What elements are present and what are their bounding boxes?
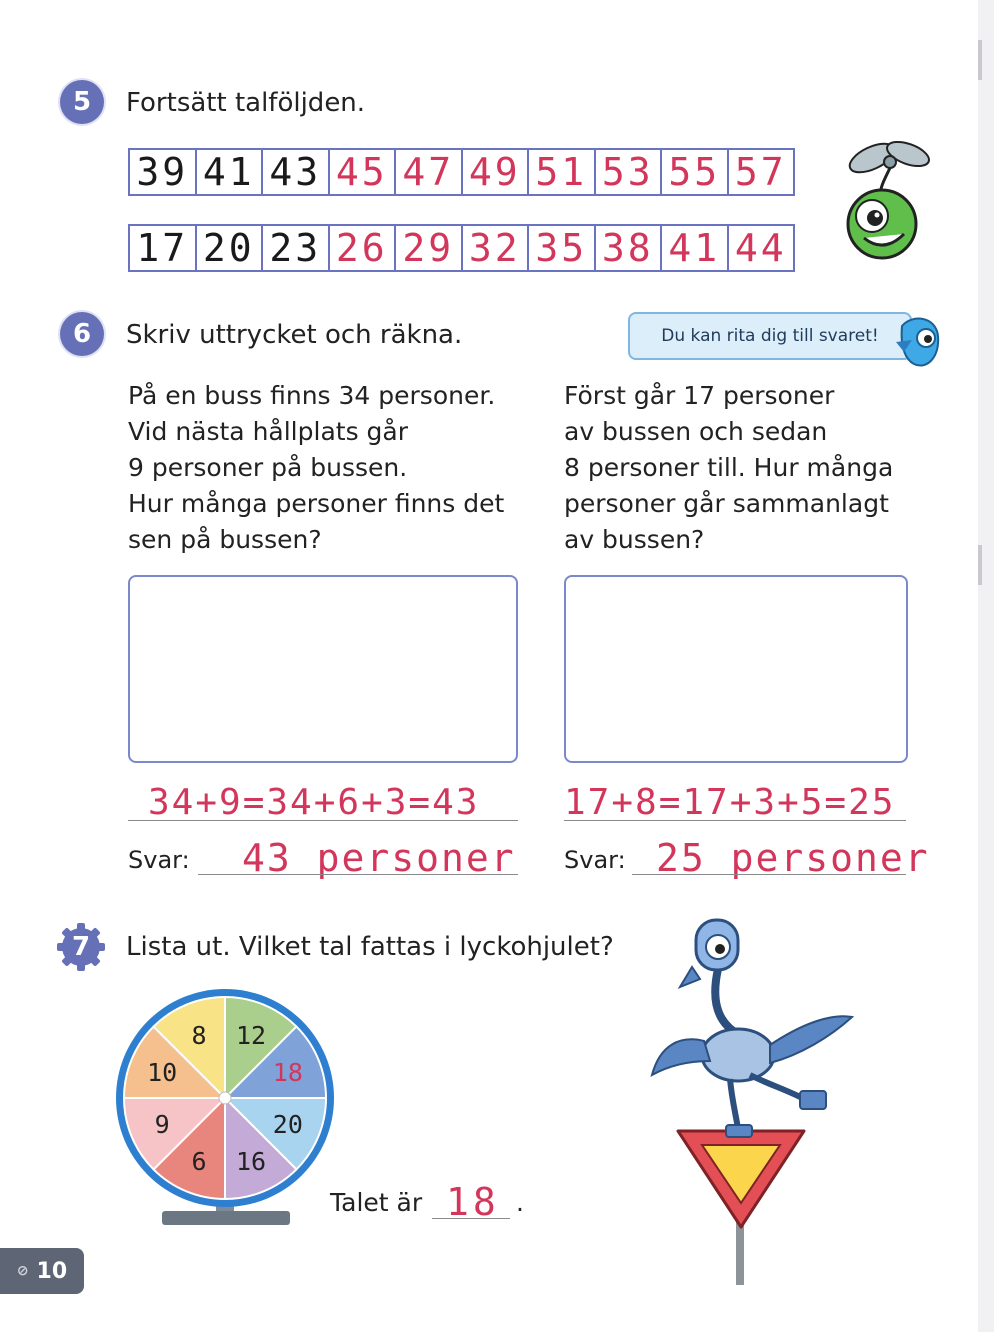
sequence-answer-cell[interactable]: 35 <box>529 226 596 270</box>
sequence-given-cell: 17 <box>130 226 197 270</box>
talet-prefix: Talet är <box>330 1188 423 1217</box>
page-mark-icon: ⊘ <box>16 1263 29 1279</box>
wheel-label: 6 <box>191 1146 207 1176</box>
exercise-7-badge: 7 <box>56 922 106 972</box>
sequence-given-cell: 23 <box>263 226 330 270</box>
sequence-answer-cell[interactable]: 57 <box>734 150 787 194</box>
page-edge <box>978 0 994 1332</box>
page-number: 10 <box>36 1258 68 1284</box>
sequence-answer-cell[interactable]: 32 <box>463 226 530 270</box>
wheel-stand <box>162 1211 290 1225</box>
wheel-label: 16 <box>235 1146 267 1176</box>
sequence-answer-cell[interactable]: 29 <box>396 226 463 270</box>
wheel-label: 10 <box>147 1057 178 1087</box>
sequence-answer-cell[interactable]: 53 <box>596 150 663 194</box>
sequence-answer-cell[interactable]: 47 <box>396 150 463 194</box>
exercise-6-title: Skriv uttrycket och räkna. <box>126 320 463 350</box>
answer-line-2 <box>632 874 906 875</box>
sequence-answer-cell[interactable]: 26 <box>330 226 397 270</box>
calculation-line-2 <box>564 820 906 821</box>
sequence-answer-cell[interactable]: 55 <box>662 150 729 194</box>
sequence-given-cell: 20 <box>197 226 264 270</box>
sequence-given-cell: 41 <box>197 150 264 194</box>
sequence-given-cell: 39 <box>130 150 197 194</box>
sequence-answer-cell[interactable]: 41 <box>662 226 729 270</box>
wheel-label: 9 <box>154 1110 170 1140</box>
sequence-answer-cell[interactable]: 49 <box>463 150 530 194</box>
sequence-row-2 <box>128 224 795 272</box>
story-problem-2: Först går 17 personer av bussen och sedan 8 personer till. Hur många personer går sammanlagt av bussen? <box>564 381 894 554</box>
fortune-wheel <box>110 985 340 1235</box>
calculation-answer-1[interactable]: 34+9=34+6+3=43 <box>148 782 480 823</box>
answer-label-1: Svar: <box>128 846 190 874</box>
answer-text-2[interactable]: 25 personer <box>656 836 930 880</box>
answer-line-1 <box>198 874 518 875</box>
exercise-7-title: Lista ut. Vilket tal fattas i lyckohjulet? <box>126 932 614 962</box>
robot-on-yield-sign-illustration <box>640 905 870 1290</box>
sequence-answer-cell[interactable]: 45 <box>330 150 397 194</box>
blue-bird-hint-icon <box>892 312 944 374</box>
talet-answer[interactable]: 18 <box>446 1180 500 1224</box>
story-problem-1: På en buss finns 34 personer. Vid nästa hållplats går 9 personer på bussen. Hur många personer finns det sen på bussen? <box>128 381 505 554</box>
page-number-tab <box>0 1248 84 1294</box>
hint-speech-bubble: Du kan rita dig till svaret! <box>628 312 912 360</box>
drawing-box-1[interactable] <box>128 575 518 763</box>
sequence-answer-cell[interactable]: 38 <box>596 226 663 270</box>
wheel-hub <box>219 1092 231 1104</box>
wheel-label: 8 <box>191 1021 207 1051</box>
wheel-label-answer[interactable]: 18 <box>272 1057 303 1087</box>
sequence-answer-cell[interactable]: 44 <box>734 226 787 270</box>
calculation-answer-2[interactable]: 17+8=17+3+5=25 <box>564 782 896 823</box>
answer-label-2: Svar: <box>564 846 626 874</box>
talet-suffix: . <box>516 1188 524 1217</box>
talet-answer-line <box>432 1218 510 1219</box>
exercise-5-badge: 5 <box>60 80 104 124</box>
drawing-box-2[interactable] <box>564 575 908 763</box>
exercise-6-badge: 6 <box>60 312 104 356</box>
propeller-character-illustration <box>828 136 940 266</box>
wheel-label: 20 <box>272 1110 303 1140</box>
calculation-line-1 <box>128 820 518 821</box>
sequence-answer-cell[interactable]: 51 <box>529 150 596 194</box>
sequence-row-1 <box>128 148 795 196</box>
sequence-given-cell: 43 <box>263 150 330 194</box>
answer-text-1[interactable]: 43 personer <box>242 836 516 880</box>
exercise-5-title: Fortsätt talföljden. <box>126 88 366 118</box>
wheel-label: 12 <box>235 1021 267 1051</box>
